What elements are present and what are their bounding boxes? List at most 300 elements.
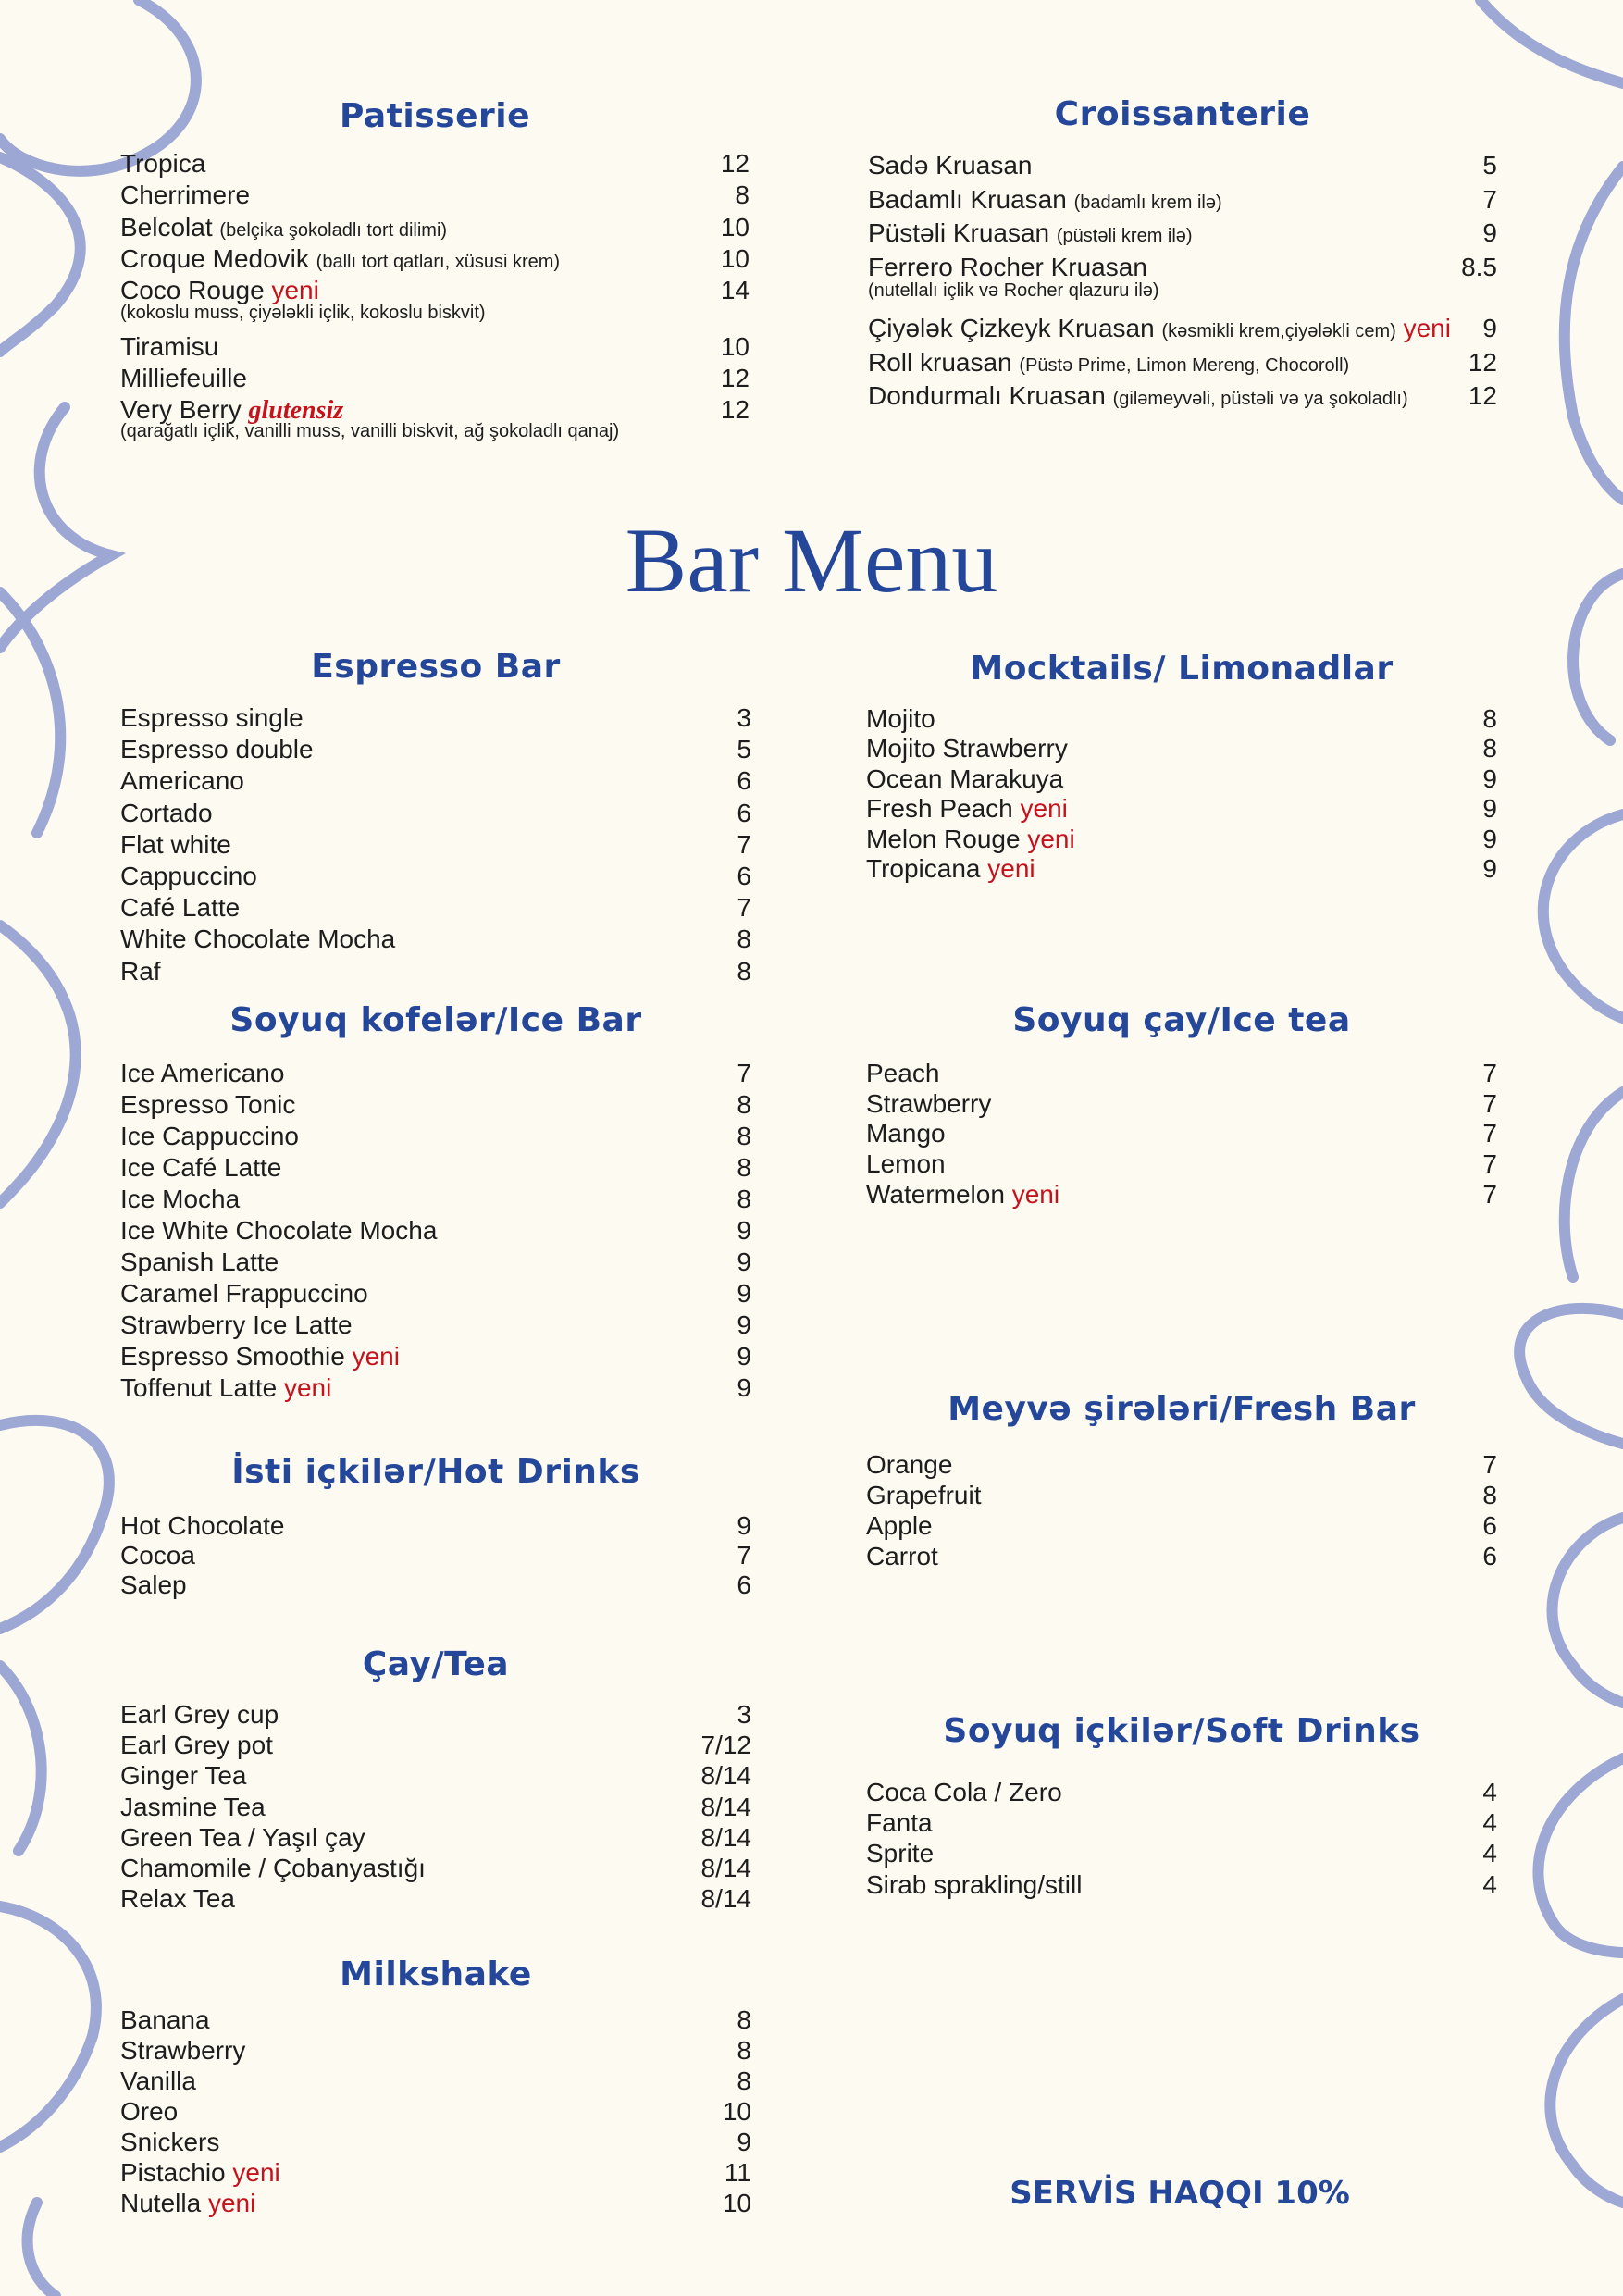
item-name: Relax Tea — [120, 1884, 236, 1914]
item-name-wrap — [120, 2157, 280, 2188]
menu-item — [866, 703, 1497, 734]
item-note: (nutellalı içlik və Rocher qlazuru ilə) — [868, 280, 1159, 301]
item-name: Strawberry — [866, 1088, 992, 1118]
item-name-wrap — [868, 184, 1222, 218]
item-name-wrap — [120, 1883, 235, 1914]
menu-item — [120, 1247, 751, 1277]
menu-item — [120, 1822, 751, 1853]
item-name: Carrot — [866, 1542, 938, 1570]
item-name-wrap — [120, 1760, 246, 1791]
new-badge: yeni — [1027, 824, 1075, 853]
item-name-wrap — [866, 1838, 934, 1868]
bar-menu-title: Bar Menu — [625, 509, 998, 612]
item-name-wrap — [120, 1247, 279, 1277]
menu-item — [866, 1118, 1497, 1148]
item-name: Grapefruit — [866, 1481, 982, 1509]
item-name: Earl Grey cup — [120, 1700, 279, 1729]
menu-item — [866, 1869, 1497, 1900]
section-title: Çay/Tea — [362, 1645, 510, 1683]
item-name-wrap — [868, 252, 1147, 282]
menu-item — [120, 1883, 751, 1914]
item-price: 7 — [737, 1059, 751, 1087]
item-description: (badamlı krem ilə) — [1073, 192, 1222, 213]
menu-item — [120, 363, 750, 393]
item-name: Sirab sprakling/still — [866, 1869, 1083, 1899]
item-name: Caramel Frappuccino — [120, 1279, 368, 1308]
item-name-wrap — [120, 924, 395, 954]
item-price: 9 — [737, 1511, 751, 1540]
item-name-wrap — [120, 2035, 245, 2066]
menu-item — [866, 1807, 1497, 1838]
item-price: 10 — [722, 2097, 751, 2126]
item-name-wrap — [866, 763, 1063, 794]
item-price: 9 — [1482, 824, 1497, 853]
item-name: Tropica — [120, 149, 206, 178]
item-name-wrap — [120, 829, 231, 860]
menu-item — [120, 331, 750, 362]
section-title: Soyuq içkilər/Soft Drinks — [943, 1712, 1420, 1750]
item-name-wrap — [120, 180, 250, 210]
item-name: Mojito — [866, 704, 935, 733]
item-name-wrap — [120, 1058, 284, 1088]
item-price: 9 — [1482, 763, 1497, 793]
item-price: 10 — [722, 2189, 751, 2217]
menu-item — [868, 347, 1497, 378]
item-name: Hot Chocolate — [120, 1511, 285, 1540]
item-name-wrap — [866, 1777, 1062, 1807]
section-title: İsti içkilər/Hot Drinks — [231, 1453, 640, 1491]
item-name-wrap — [120, 2188, 255, 2218]
item-name: Strawberry Ice Latte — [120, 1310, 353, 1339]
item-description: (püstəli krem ilə) — [1056, 226, 1193, 246]
section-title: Soyuq kofelər/Ice Bar — [229, 1001, 642, 1039]
menu-item — [120, 1184, 751, 1214]
item-name: Jasmine Tea — [120, 1792, 266, 1821]
menu-item — [120, 956, 751, 987]
item-name-wrap — [866, 1869, 1082, 1900]
item-price: 7 — [737, 893, 751, 923]
item-name: Very Berry — [120, 395, 242, 425]
item-price: 10 — [720, 331, 750, 361]
item-name-wrap — [120, 2004, 210, 2035]
menu-item — [120, 148, 750, 179]
item-price: 8 — [737, 2005, 751, 2034]
item-name: Cocoa — [120, 1541, 195, 1570]
item-name-wrap — [120, 1278, 368, 1309]
item-name: Ice Café Latte — [120, 1153, 282, 1182]
item-name: Coca Cola / Zero — [866, 1778, 1062, 1806]
menu-item — [120, 829, 751, 860]
menu-item — [120, 180, 750, 210]
new-badge: yeni — [352, 1342, 400, 1371]
menu-item — [120, 924, 751, 954]
item-name: Café Latte — [120, 893, 241, 923]
item-price: 8 — [737, 1122, 751, 1150]
menu-item — [120, 2188, 751, 2218]
menu-item — [120, 2004, 751, 2035]
item-price: 8 — [737, 956, 751, 986]
item-price: 8 — [737, 2066, 751, 2095]
menu-item — [120, 861, 751, 891]
menu-item — [866, 1480, 1497, 1510]
menu-item — [866, 1777, 1497, 1807]
menu-item — [120, 1372, 751, 1403]
item-name: Flat white — [120, 829, 231, 859]
menu-item — [120, 734, 751, 764]
item-name: Espresso Smoothie — [120, 1342, 345, 1371]
item-price: 9 — [737, 1373, 751, 1402]
item-price: 8 — [737, 2036, 751, 2065]
item-name: White Chocolate Mocha — [120, 925, 396, 954]
item-price: 6 — [737, 862, 751, 890]
item-name: Ocean Marakuya — [866, 763, 1064, 793]
item-price: 5 — [1482, 151, 1497, 180]
item-price: 9 — [1482, 794, 1497, 824]
item-name: Ice Americano — [120, 1059, 285, 1087]
item-name: Spanish Latte — [120, 1247, 279, 1276]
item-price: 9 — [1482, 314, 1497, 342]
item-name-wrap — [120, 1853, 426, 1883]
new-badge: yeni — [987, 854, 1035, 883]
item-name-wrap — [120, 892, 240, 923]
item-price: 6 — [737, 798, 751, 827]
item-name: Watermelon — [866, 1179, 1005, 1209]
item-price: 4 — [1482, 1839, 1497, 1868]
item-price: 8/14 — [700, 1792, 751, 1821]
item-name-wrap — [120, 1792, 266, 1822]
item-price: 6 — [1482, 1542, 1497, 1570]
item-price: 8 — [1482, 704, 1497, 733]
item-price: 7 — [1482, 1059, 1497, 1087]
item-price: 12 — [720, 363, 750, 392]
item-price: 6 — [737, 1570, 751, 1599]
item-price: 4 — [1482, 1808, 1497, 1838]
menu-item — [120, 1760, 751, 1791]
item-name-wrap — [866, 733, 1068, 763]
item-name: Espresso double — [120, 735, 314, 764]
new-badge: yeni — [1011, 1179, 1060, 1209]
item-name: Cherrimere — [120, 180, 251, 210]
item-name: Strawberry — [120, 2036, 246, 2065]
item-name: Earl Grey pot — [120, 1731, 273, 1760]
menu-item — [120, 1730, 751, 1760]
new-badge: yeni — [1020, 794, 1068, 824]
menu-item — [868, 217, 1497, 248]
menu-item — [866, 1541, 1497, 1571]
item-name: Vanilla — [120, 2066, 196, 2095]
item-price: 8/14 — [700, 1761, 751, 1791]
item-name: Fanta — [866, 1808, 933, 1838]
menu-item — [868, 380, 1497, 411]
new-badge: yeni — [283, 1373, 332, 1402]
item-name: Raf — [120, 956, 161, 986]
item-name: Oreo — [120, 2097, 179, 2126]
section-title: Patisserie — [339, 97, 531, 135]
item-name-wrap — [120, 1309, 353, 1340]
item-name: Tropicana — [866, 854, 981, 883]
item-name: Ice White Chocolate Mocha — [120, 1216, 438, 1245]
menu-item — [120, 1309, 751, 1340]
menu-item — [120, 1853, 751, 1883]
item-name-wrap — [120, 798, 213, 828]
item-name-wrap — [868, 150, 1032, 180]
item-name: Roll kruasan — [868, 347, 1012, 377]
item-price: 6 — [1482, 1511, 1497, 1540]
item-name-wrap — [868, 347, 1349, 381]
item-name: Belcolat — [120, 212, 213, 242]
menu-item — [120, 1699, 751, 1730]
item-price: 7/12 — [700, 1731, 751, 1760]
item-name-wrap — [120, 331, 218, 362]
item-name: Fresh Peach — [866, 794, 1013, 824]
item-name: Banana — [120, 2005, 210, 2034]
item-name: Chamomile / Çobanyastığı — [120, 1854, 426, 1882]
item-name: Ice Cappuccino — [120, 1122, 300, 1150]
item-name-wrap — [866, 1058, 939, 1088]
item-name-wrap — [120, 702, 304, 733]
item-name: Çiyələk Çizkeyk Kruasan — [868, 314, 1155, 342]
item-name: Orange — [866, 1450, 953, 1479]
item-price: 9 — [1482, 854, 1497, 883]
menu-item — [120, 1089, 751, 1120]
item-name-wrap — [866, 824, 1075, 854]
service-charge-note: SERVİS HAQQI 10% — [1010, 2175, 1350, 2212]
item-price: 4 — [1482, 1869, 1497, 1899]
item-name: Dondurmalı Kruasan — [868, 381, 1106, 410]
item-price: 7 — [1482, 1088, 1497, 1118]
menu-item — [868, 184, 1497, 215]
item-name-wrap — [120, 765, 244, 796]
item-name-wrap — [120, 1184, 240, 1214]
item-price: 3 — [737, 703, 751, 732]
menu-item — [868, 313, 1497, 343]
menu-item — [120, 1278, 751, 1309]
item-name: Melon Rouge — [866, 824, 1021, 853]
menu-item — [866, 1058, 1497, 1088]
menu-item — [120, 2066, 751, 2096]
item-name: Sprite — [866, 1839, 935, 1868]
item-name-wrap — [120, 243, 560, 278]
item-price: 9 — [737, 1342, 751, 1371]
item-price: 9 — [737, 1279, 751, 1308]
section-title: Soyuq çay/Ice tea — [1012, 1001, 1351, 1039]
menu-item — [120, 2096, 751, 2127]
item-price: 8 — [737, 925, 751, 954]
item-name: Salep — [120, 1570, 187, 1599]
section-title: Croissanterie — [1054, 95, 1311, 133]
menu-item — [120, 1570, 751, 1600]
item-price: 8 — [737, 1153, 751, 1182]
new-badge: yeni — [207, 2189, 256, 2217]
item-name-wrap — [120, 1570, 187, 1600]
item-description: (kəsmikli krem,çiyələkli cem) — [1161, 321, 1396, 341]
item-name-wrap — [868, 217, 1193, 252]
item-name: Mango — [866, 1119, 946, 1148]
gluten-free-badge: glutensiz — [248, 396, 344, 426]
item-name: Nutella — [120, 2189, 202, 2217]
item-name-wrap — [120, 1510, 284, 1541]
item-name: Mojito Strawberry — [866, 734, 1068, 763]
menu-item — [866, 1838, 1497, 1868]
item-name-wrap — [866, 1807, 933, 1838]
item-name: Snickers — [120, 2128, 220, 2156]
item-name: Ginger Tea — [120, 1761, 247, 1791]
item-price: 8.5 — [1461, 252, 1497, 281]
menu-item — [866, 1510, 1497, 1541]
item-name-wrap — [866, 1179, 1059, 1210]
item-name-wrap — [866, 703, 935, 734]
menu-item — [120, 212, 750, 242]
menu-item — [120, 1341, 751, 1371]
menu-item — [866, 853, 1497, 884]
item-description: (ballı tort qatları, xüsusi krem) — [316, 251, 561, 272]
menu-item — [120, 1152, 751, 1183]
item-name-wrap — [120, 1822, 365, 1853]
menu-item — [120, 1058, 751, 1088]
item-name-wrap — [866, 1118, 946, 1148]
item-price: 7 — [1482, 1149, 1497, 1179]
item-price: 8 — [737, 1185, 751, 1213]
item-description: (belçika şokoladlı tort dilimi) — [219, 219, 448, 241]
item-name: Cappuccino — [120, 862, 257, 890]
item-note: (kokoslu muss, çiyələkli içlik, kokoslu biskvit) — [120, 302, 486, 323]
item-price: 7 — [1482, 1179, 1497, 1209]
item-price: 7 — [737, 1541, 751, 1570]
item-name: Green Tea / Yaşıl çay — [120, 1822, 365, 1852]
item-name-wrap — [866, 793, 1068, 824]
item-price: 7 — [737, 829, 751, 859]
item-price: 9 — [737, 1216, 751, 1245]
item-description: (giləmeyvəli, püstəli və ya şokoladlı) — [1112, 389, 1408, 409]
new-badge: yeni — [1403, 314, 1451, 342]
item-name: Ice Mocha — [120, 1185, 241, 1213]
menu-item — [120, 1121, 751, 1151]
menu-item — [120, 702, 751, 733]
item-price: 12 — [720, 395, 750, 425]
item-name: Püstəli Kruasan — [868, 218, 1050, 247]
menu-item — [120, 892, 751, 923]
item-name-wrap — [120, 148, 205, 179]
item-name: Milliefeuille — [120, 363, 247, 392]
item-name-wrap — [120, 2066, 196, 2096]
item-price: 8/14 — [700, 1822, 751, 1852]
item-price: 5 — [737, 735, 751, 764]
menu-item — [866, 824, 1497, 854]
item-name-wrap — [866, 1510, 933, 1541]
menu-item — [120, 2157, 751, 2188]
item-name: Americano — [120, 766, 244, 796]
new-badge: yeni — [271, 276, 319, 305]
item-name-wrap — [120, 1152, 281, 1183]
item-name: Ferrero Rocher Kruasan — [868, 252, 1147, 281]
item-price: 7 — [1482, 1450, 1497, 1479]
menu-item — [866, 793, 1497, 824]
item-name-wrap — [120, 1121, 299, 1151]
item-price: 11 — [724, 2158, 751, 2187]
item-price: 8/14 — [700, 1854, 751, 1882]
menu-item — [866, 733, 1497, 763]
item-name-wrap — [120, 212, 447, 246]
item-price: 10 — [720, 243, 750, 273]
item-name-wrap — [866, 1480, 982, 1510]
item-name-wrap — [866, 853, 1035, 884]
item-price: 9 — [737, 2128, 751, 2156]
item-name: Espresso Tonic — [120, 1090, 296, 1119]
item-note: (qarağatlı içlik, vanilli muss, vanilli biskvit, ağ şokoladlı qanaj) — [120, 421, 620, 442]
item-price: 10 — [720, 212, 750, 242]
item-name: Lemon — [866, 1149, 946, 1179]
menu-item — [120, 2127, 751, 2157]
menu-item — [120, 1540, 751, 1570]
item-price: 12 — [720, 149, 750, 178]
item-name-wrap — [866, 1541, 938, 1571]
item-name-wrap — [120, 734, 314, 764]
item-name-wrap — [120, 956, 161, 987]
item-price: 6 — [737, 766, 751, 796]
item-price: 12 — [1468, 347, 1497, 377]
menu-item — [866, 1088, 1497, 1119]
item-name: Toffenut Latte — [120, 1373, 278, 1402]
menu-item — [120, 2035, 751, 2066]
item-name-wrap — [120, 2127, 219, 2157]
item-name: Coco Rouge — [120, 276, 265, 305]
menu-item — [120, 1215, 751, 1246]
item-name-wrap — [120, 1372, 331, 1403]
item-price: 8 — [1482, 1481, 1497, 1509]
new-badge: yeni — [232, 2158, 280, 2187]
item-name: Apple — [866, 1511, 933, 1540]
item-price: 8/14 — [700, 1884, 751, 1914]
item-name-wrap — [866, 1449, 952, 1480]
menu-item — [120, 1792, 751, 1822]
item-price: 9 — [737, 1310, 751, 1339]
item-name: Tiramisu — [120, 331, 219, 361]
item-price: 8 — [735, 180, 750, 210]
item-price: 12 — [1468, 381, 1497, 410]
menu-item — [120, 798, 751, 828]
menu-item — [866, 1449, 1497, 1480]
section-title: Espresso Bar — [311, 648, 561, 686]
item-price: 4 — [1482, 1778, 1497, 1806]
item-price: 14 — [720, 276, 750, 305]
item-name-wrap — [120, 1699, 279, 1730]
item-name-wrap — [866, 1088, 991, 1119]
item-name: Cortado — [120, 798, 213, 827]
item-name: Espresso single — [120, 703, 304, 732]
item-name: Peach — [866, 1059, 940, 1087]
menu-item — [868, 252, 1497, 282]
menu-item — [866, 1179, 1497, 1210]
item-price: 7 — [1482, 1119, 1497, 1148]
item-name-wrap — [120, 363, 247, 393]
item-price: 8 — [1482, 734, 1497, 763]
item-name-wrap — [120, 1730, 273, 1760]
menu-item — [866, 763, 1497, 794]
section-title: Milkshake — [340, 1955, 532, 1993]
item-price: 7 — [1482, 184, 1497, 214]
item-name-wrap — [120, 1089, 295, 1120]
item-name-wrap — [120, 2096, 178, 2127]
item-name-wrap — [120, 1540, 195, 1570]
item-price: 8 — [737, 1090, 751, 1119]
item-price: 9 — [737, 1247, 751, 1276]
item-price: 3 — [737, 1700, 751, 1729]
menu-item — [120, 765, 751, 796]
item-name-wrap — [120, 1215, 437, 1246]
item-name: Pistachio — [120, 2158, 226, 2187]
item-name-wrap — [120, 861, 257, 891]
menu-item — [866, 1148, 1497, 1179]
